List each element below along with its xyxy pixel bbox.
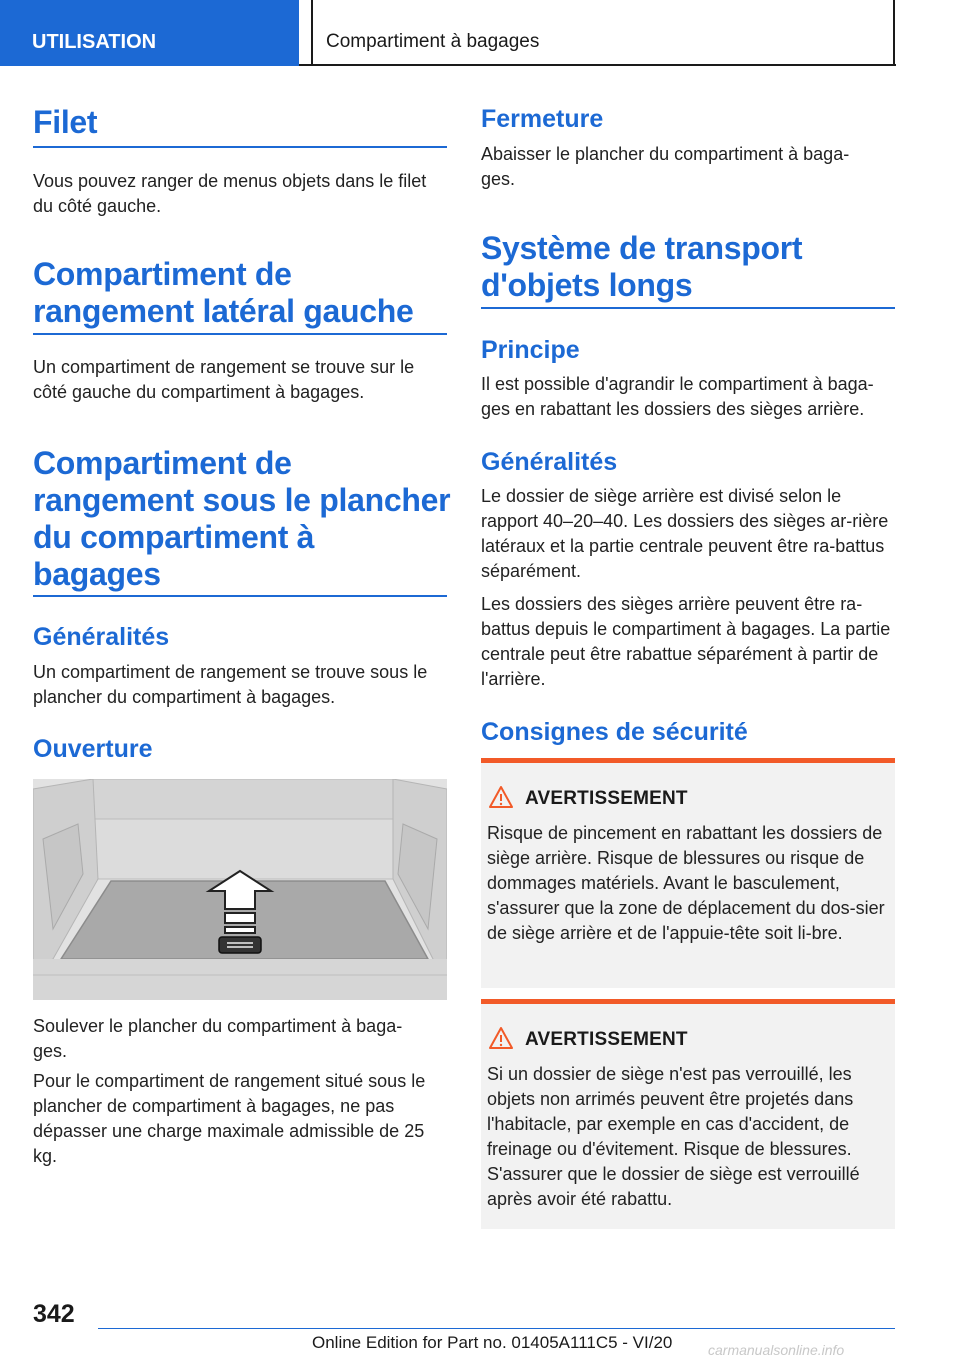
section-label: UTILISATION (32, 31, 157, 53)
heading-rule (33, 146, 447, 148)
warning-label-2: AVERTISSEMENT (525, 1029, 688, 1050)
heading-rule (33, 333, 447, 335)
subheading-fermeture: Fermeture (481, 105, 604, 133)
generalites-right-text-1: Le dossier de siège arrière est divisé selon le rapport 40–20–40. Les dossiers des sièges ar-rière latéraux et la partie centrale peuvent être ra-battus séparément. (481, 486, 889, 581)
heading-lateral-line1: Compartiment de (33, 256, 292, 292)
subheading-principe: Principe (481, 336, 580, 364)
generalites-left-text: Un compartiment de rangement se trouve sous le plancher du compartiment à bagages. (33, 662, 428, 707)
header-divider-left (311, 0, 313, 66)
warning-text-1: Risque de pincement en rabattant les dossiers de siège arrière. Risque de blessures ou risque de dommages matériels. Avant le basculement, s'assurer que la zone de déplacement du dos-sier de siège arrière et de l'appuie-tête soit li-bre. (487, 823, 885, 943)
heading-systeme-line2: d'objets longs (481, 267, 693, 303)
page-number: 342 (33, 1300, 75, 1328)
heading-rule (33, 595, 447, 597)
heading-rule (481, 307, 895, 309)
heading-systeme-line1: Système de transport (481, 230, 803, 266)
heading-filet: Filet (33, 104, 98, 140)
warning-box-2 (481, 999, 895, 1229)
heading-sous-line2: rangement sous le plancher (33, 482, 451, 518)
filet-text: Vous pouvez ranger de menus objets dans le filet du côté gauche. (33, 171, 427, 216)
header-divider-right (893, 0, 895, 66)
section-tab (0, 0, 299, 66)
header-rule (299, 64, 896, 66)
subheading-ouverture: Ouverture (33, 735, 153, 763)
heading-sous-line1: Compartiment de (33, 445, 292, 481)
trunk-illustration-svg (33, 779, 447, 1000)
footer-watermark: carmanualsonline.info (708, 1342, 845, 1358)
fermeture-text: Abaisser le plancher du compartiment à baga-ges. (481, 144, 850, 189)
footer-rule (98, 1328, 895, 1329)
soulever-text: Soulever le plancher du compartiment à baga-ges. (33, 1016, 403, 1061)
subheading-generalites-right: Généralités (481, 448, 618, 476)
chapter-title: Compartiment à bagages (326, 31, 540, 52)
subheading-consignes: Consignes de sécurité (481, 718, 748, 746)
footer-edition: Online Edition for Part no. 01405A111C5 - VI/20 (312, 1333, 673, 1352)
subheading-generalites-left: Généralités (33, 623, 170, 651)
warning-label-1: AVERTISSEMENT (525, 788, 688, 809)
lateral-text: Un compartiment de rangement se trouve sur le côté gauche du compartiment à bagages. (33, 357, 415, 402)
generalites-right-text-2: Les dossiers des sièges arrière peuvent être ra-battus depuis le compartiment à bagages. La partie centrale peut être rabattue séparément à partir de l'arrière. (481, 594, 891, 689)
charge-text: Pour le compartiment de rangement situé sous le plancher de compartiment à bagages, ne pas dépasser une charge maximale admissible de 25 kg. (33, 1071, 426, 1166)
heading-lateral-line2: rangement latéral gauche (33, 293, 414, 329)
warning-triangle-icon (488, 1026, 514, 1050)
heading-sous-line3: du compartiment à (33, 519, 315, 555)
warning-triangle-icon (488, 785, 514, 809)
heading-sous-line4: bagages (33, 556, 161, 592)
warning-box-1 (481, 758, 895, 988)
principe-text: Il est possible d'agrandir le compartiment à baga-ges en rabattant les dossiers des sièges arrière. (481, 374, 874, 419)
trunk-floor-illustration (33, 779, 447, 1000)
warning-text-2: Si un dossier de siège n'est pas verrouillé, les objets non arrimés peuvent être projetés dans l'habitacle, par exemple en cas d'accident, de freinage ou d'évitement. Risque de blessures. S'assurer que le dossier de siège est verrouillé après avoir été rabattu. (487, 1064, 860, 1209)
